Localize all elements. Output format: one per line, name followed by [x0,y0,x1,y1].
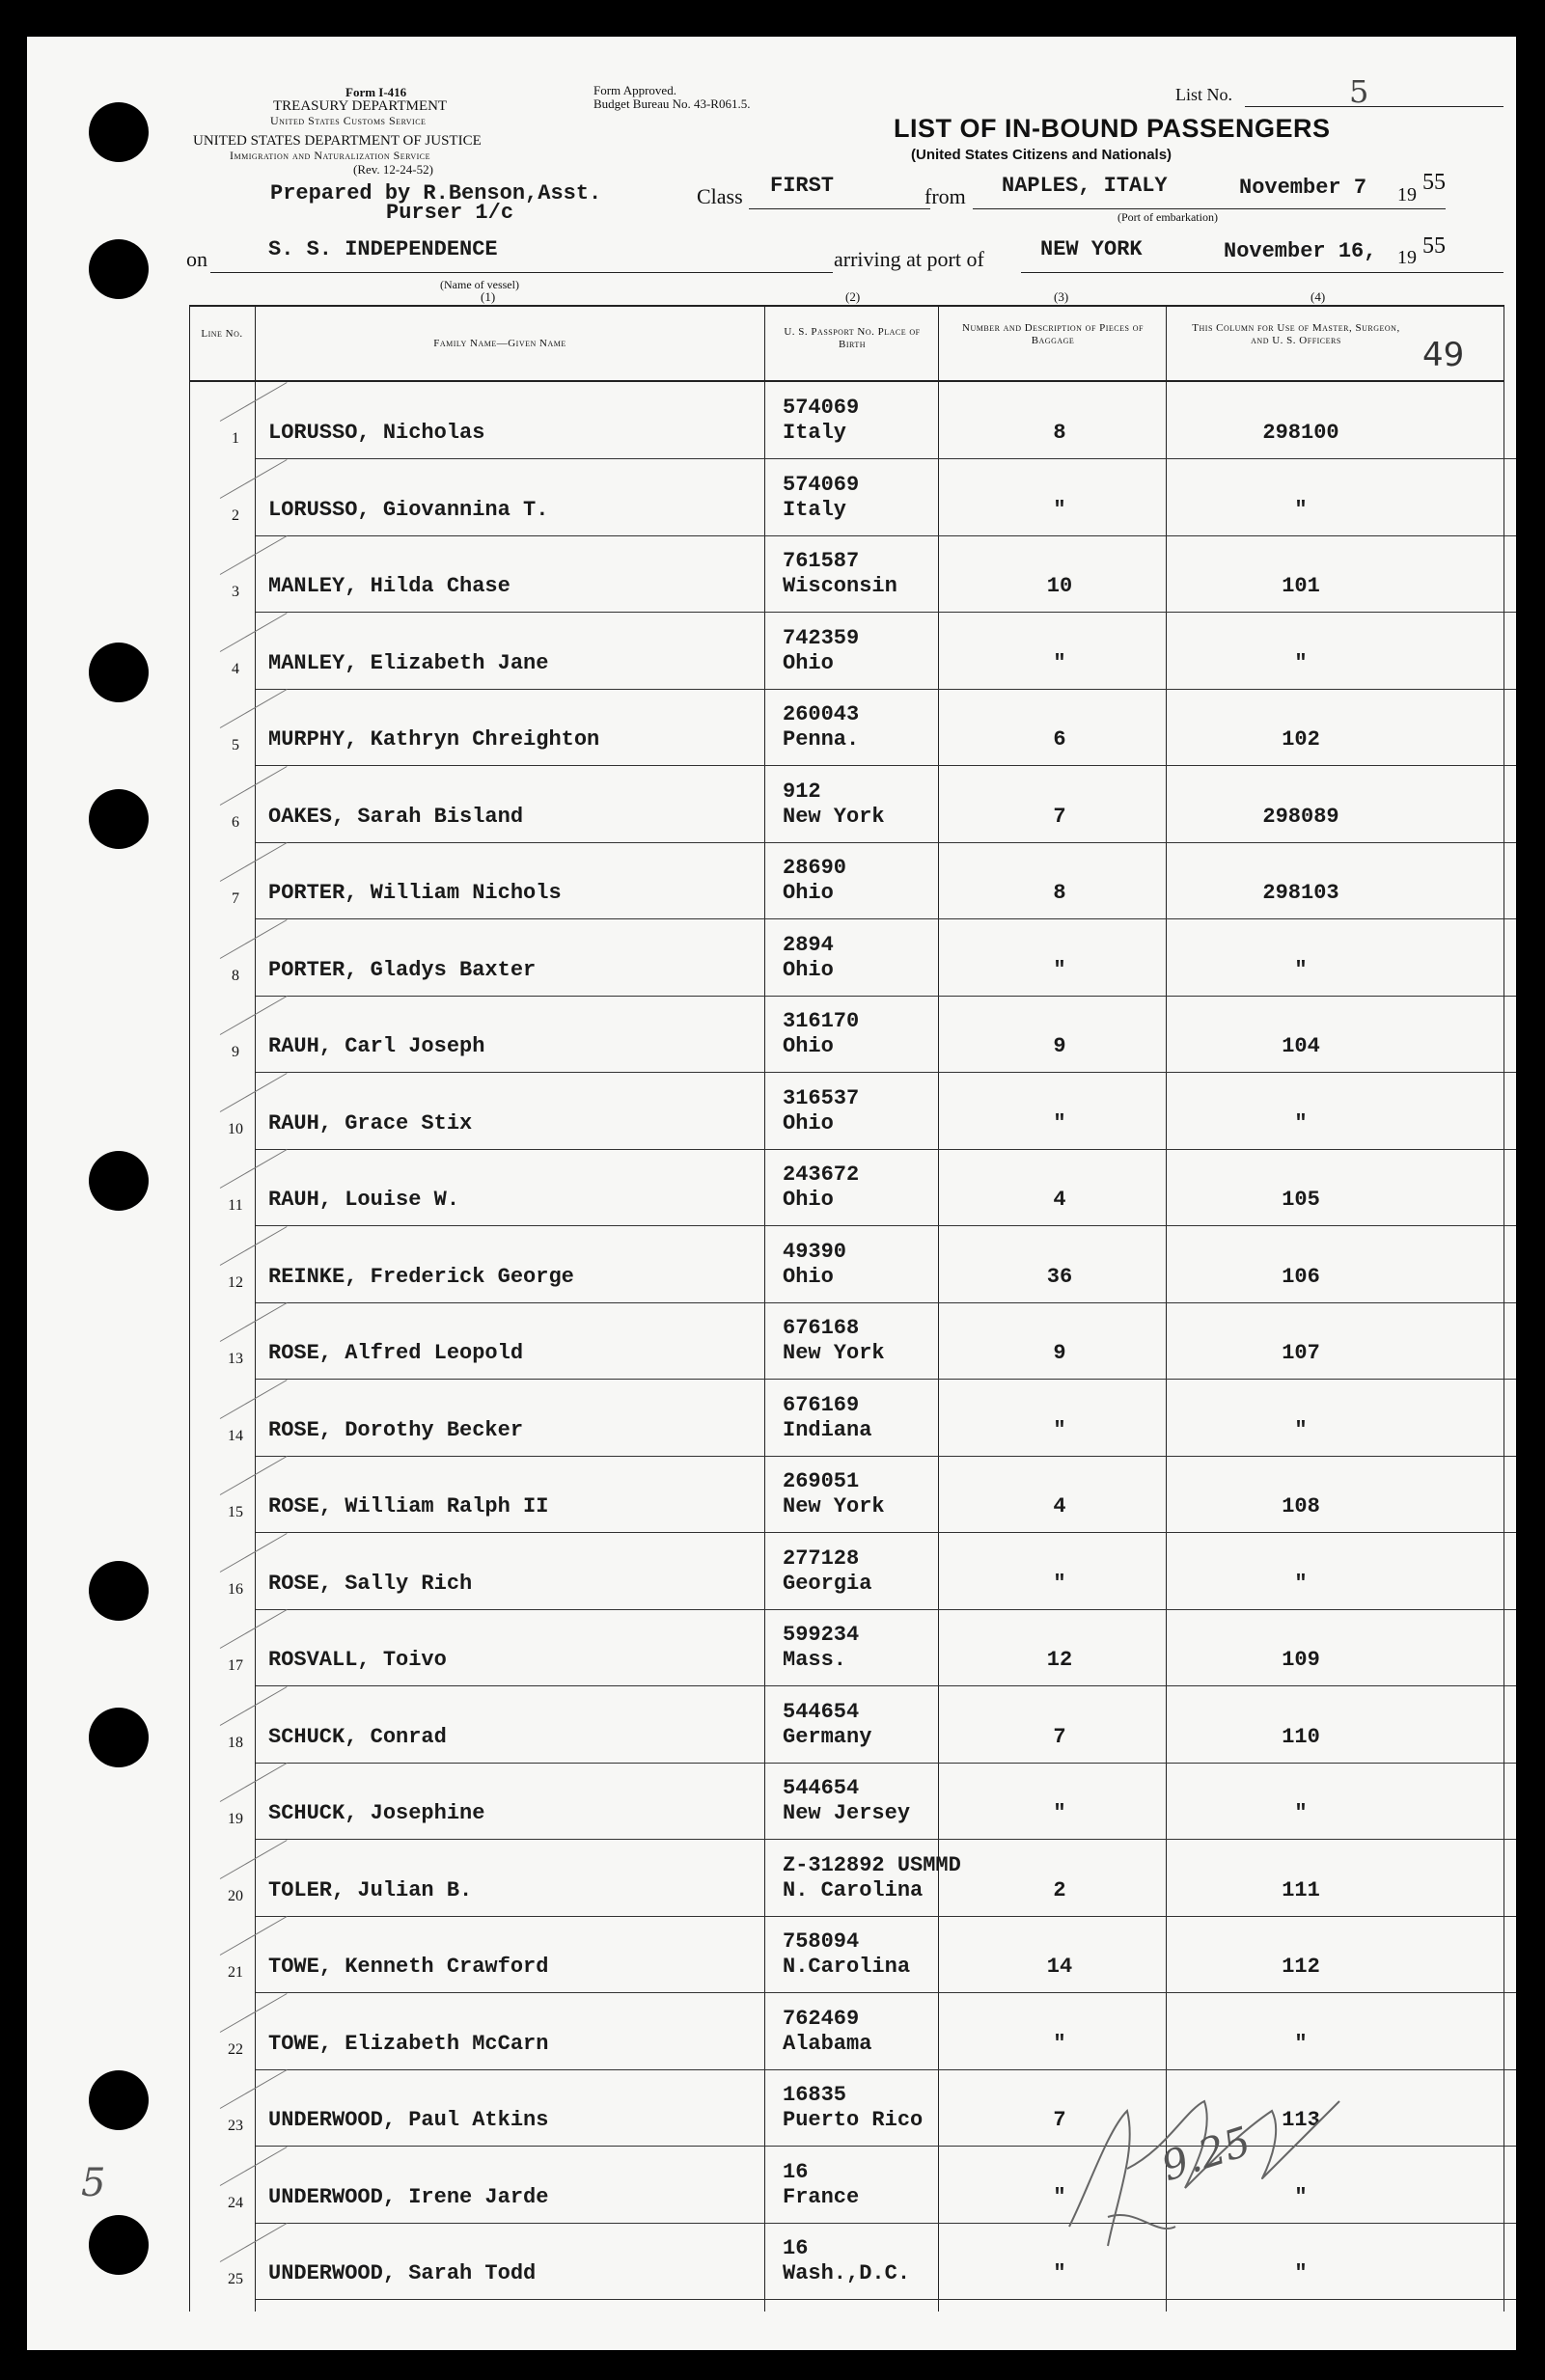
on-label: on [186,247,207,271]
place-of-birth: Wash.,D.C. [783,2261,911,2285]
place-of-birth: France [783,2184,860,2209]
baggage-count: 10 [1046,574,1073,598]
passenger-name: LORUSSO, Giovannina T. [268,497,549,522]
form-revision: (Rev. 12-24-52) [353,162,433,177]
officer-number: " [1294,2261,1308,2285]
line-number: 5 [232,737,239,753]
baggage-count: " [1053,1801,1066,1825]
officer-number: 113 [1282,2108,1320,2132]
year-prefix-2: 19 [1397,247,1417,268]
arrival-year: 55 [1422,233,1446,259]
baggage-count: " [1053,957,1066,982]
passport-number: 574069 [783,472,860,497]
passport-number: 316170 [783,1009,860,1033]
passenger-name: TOLER, Julian B. [268,1877,473,1902]
passenger-row [27,1840,1516,1917]
officer-number: 105 [1282,1188,1320,1212]
place-of-birth: New York [783,1341,885,1365]
margin-note: 5 [81,2161,106,2205]
passport-number: 277128 [783,1546,860,1571]
passenger-row [27,459,1516,536]
form-approved: Form Approved. [593,83,676,97]
line-number: 17 [228,1657,243,1674]
place-of-birth: Wisconsin [783,574,897,598]
passport-number: 49390 [783,1239,847,1264]
officer-number: 104 [1282,1034,1320,1058]
list-no-value: 5 [1349,73,1369,110]
col-num-2: (2) [845,289,861,304]
passenger-row [27,382,1516,459]
col-num-1: (1) [481,289,496,304]
line-number: 7 [232,890,239,907]
from-label: from [924,184,966,208]
passenger-name: ROSE, Sally Rich [268,1571,473,1596]
passport-number: 574069 [783,396,860,420]
officer-number: " [1294,957,1308,982]
place-of-birth: Ohio [783,881,834,905]
passport-number: 16835 [783,2083,847,2107]
line-number: 2 [232,506,239,524]
line-number: 15 [228,1504,243,1520]
place-of-birth: Georgia [783,1571,872,1596]
line-number: 22 [228,2040,243,2058]
passenger-row [27,689,1516,766]
baggage-count: 9 [1053,1034,1066,1058]
place-of-birth: Germany [783,1724,872,1749]
passport-number: 761587 [783,549,860,573]
officer-number: " [1294,2184,1308,2209]
class-label: Class [697,184,743,208]
arrival-date: November 16, [1224,239,1377,263]
passenger-row [27,766,1516,843]
officer-number: 298103 [1262,881,1339,905]
line-number: 20 [228,1887,243,1904]
line-number: 3 [232,584,239,600]
baggage-count: " [1053,650,1066,675]
passenger-name: PORTER, Gladys Baxter [268,957,537,982]
passport-number: 544654 [783,1776,860,1800]
passenger-row [27,1686,1516,1764]
passenger-row [27,1226,1516,1303]
passenger-name: ROSE, Dorothy Becker [268,1417,524,1442]
baggage-count: " [1053,2184,1066,2209]
officer-number: 298100 [1262,421,1339,445]
passenger-name: RAUH, Louise W. [268,1188,460,1212]
arriving-label: arriving at port of [834,247,984,271]
place-of-birth: New York [783,804,885,829]
line-number: 4 [232,660,239,677]
passport-number: 676168 [783,1316,860,1340]
dept-justice-sub: Immigration and Naturalization Service [230,149,431,162]
baggage-count: 7 [1053,804,1066,829]
passenger-name: MANLEY, Elizabeth Jane [268,650,549,675]
place-of-birth: Puerto Rico [783,2108,924,2132]
manifest-page [27,37,1516,2350]
passport-number: 912 [783,779,821,804]
baggage-count: 9 [1053,1341,1066,1365]
officer-number: 101 [1282,574,1320,598]
officer-number: 102 [1282,727,1320,752]
baggage-count: 7 [1053,1724,1066,1749]
class-value: FIRST [770,174,835,198]
baggage-count: 36 [1046,1264,1073,1289]
place-of-birth: Mass. [783,1648,847,1672]
line-number: 6 [232,813,239,831]
embarkation-port: NAPLES, ITALY [1002,174,1168,198]
page-number: 49 [1422,336,1465,374]
dept-justice: UNITED STATES DEPARTMENT OF JUSTICE [193,133,482,149]
header-name: Family Name—Given Name [433,338,566,349]
dept-treasury: TREASURY DEPARTMENT [273,98,448,114]
passport-number: 16 [783,2159,809,2184]
passenger-name: ROSVALL, Toivo [268,1648,447,1672]
passenger-name: ROSE, William Ralph II [268,1494,549,1518]
passport-number: 544654 [783,1699,860,1724]
baggage-count: 8 [1053,421,1066,445]
line-number: 25 [228,2271,243,2287]
passenger-row [27,1302,1516,1380]
officer-number: " [1294,1110,1308,1135]
line-number: 13 [228,1351,243,1367]
passport-number: Z-312892 USMMD [783,1852,961,1877]
passport-number: 16 [783,2236,809,2260]
officer-number: " [1294,2031,1308,2056]
line-number: 8 [232,967,239,984]
passport-number: 269051 [783,1469,860,1493]
line-number: 9 [232,1044,239,1060]
passenger-name: SCHUCK, Conrad [268,1724,447,1749]
baggage-count: 4 [1053,1188,1066,1212]
manifest-subtitle: (United States Citizens and Nationals) [911,147,1173,163]
passenger-row [27,1993,1516,2070]
place-of-birth: Ohio [783,1110,834,1135]
prepared-by-title: Purser 1/c [386,201,514,225]
passenger-row [27,535,1516,613]
passenger-name: REINKE, Frederick George [268,1264,574,1289]
passport-number: 260043 [783,702,860,726]
header-line-no: Line No. [201,328,243,340]
passenger-name: MANLEY, Hilda Chase [268,574,510,598]
officer-number: " [1294,497,1308,522]
passenger-name: RAUH, Grace Stix [268,1110,473,1135]
year-prefix: 19 [1397,184,1417,205]
officer-number: " [1294,1417,1308,1442]
baggage-count: 2 [1053,1877,1066,1902]
signature-date: 9.25 [1155,2117,1256,2191]
officer-number: 108 [1282,1494,1320,1518]
passenger-name: UNDERWOOD, Sarah Todd [268,2261,537,2285]
header-passport: U. S. Passport No. Place of Birth [784,326,921,350]
passenger-row [27,996,1516,1073]
officer-number: 106 [1282,1264,1320,1289]
col-num-4: (4) [1310,289,1326,304]
passenger-name: UNDERWOOD, Irene Jarde [268,2184,549,2209]
line-number: 21 [228,1964,243,1981]
place-of-birth: Indiana [783,1417,872,1442]
passenger-row [27,1609,1516,1686]
passenger-name: RAUH, Carl Joseph [268,1034,485,1058]
budget-bureau: Budget Bureau No. 43-R061.5. [593,96,751,111]
line-number: 1 [232,430,239,447]
passenger-name: PORTER, William Nichols [268,881,562,905]
baggage-count: " [1053,1417,1066,1442]
place-of-birth: Alabama [783,2031,872,2056]
vessel-caption: (Name of vessel) [440,278,519,291]
officer-number: 112 [1282,1955,1320,1979]
passport-number: 316537 [783,1085,860,1110]
line-number: 10 [228,1120,243,1137]
place-of-birth: Italy [783,497,847,522]
baggage-count: 6 [1053,727,1066,752]
place-of-birth: Penna. [783,727,860,752]
line-number: 19 [228,1811,243,1827]
line-number: 12 [228,1273,243,1291]
passport-number: 758094 [783,1929,860,1954]
officer-number: " [1294,650,1308,675]
place-of-birth: Italy [783,421,847,445]
officer-number: " [1294,1801,1308,1825]
passport-number: 599234 [783,1623,860,1647]
line-number: 11 [228,1197,243,1214]
line-number: 23 [228,2118,243,2134]
prepared-by: Prepared by R.Benson,Asst. [270,181,602,205]
officer-number: 107 [1282,1341,1320,1365]
line-number: 18 [228,1734,243,1751]
place-of-birth: Ohio [783,957,834,982]
header-baggage: Number and Description of Pieces of Baggage [962,322,1144,346]
baggage-count: " [1053,2261,1066,2285]
punch-hole [89,239,149,299]
passenger-row [27,1073,1516,1150]
passport-number: 762469 [783,2006,860,2031]
place-of-birth: New Jersey [783,1801,911,1825]
baggage-count: 14 [1046,1955,1073,1979]
passenger-row [27,1456,1516,1533]
place-of-birth: Ohio [783,1264,834,1289]
manifest-title: LIST OF IN-BOUND PASSENGERS [894,114,1331,143]
officer-number: 298089 [1262,804,1339,829]
form-number: Form I-416 [345,85,407,99]
passenger-name: SCHUCK, Josephine [268,1801,485,1825]
passport-number: 676169 [783,1392,860,1417]
passenger-name: OAKES, Sarah Bisland [268,804,524,829]
baggage-count: 12 [1046,1648,1073,1672]
place-of-birth: Ohio [783,1034,834,1058]
baggage-count: " [1053,1110,1066,1135]
punch-hole [89,102,149,162]
dept-treasury-sub: United States Customs Service [270,114,427,127]
place-of-birth: Ohio [783,1188,834,1212]
vessel-name: S. S. INDEPENDENCE [268,237,498,261]
baggage-count: 8 [1053,881,1066,905]
line-number: 16 [228,1580,243,1598]
officer-number: " [1294,1571,1308,1596]
col-num-3: (3) [1054,289,1069,304]
embark-year: 55 [1422,170,1446,195]
passport-number: 243672 [783,1163,860,1187]
passenger-row [27,1533,1516,1610]
list-no-label: List No. [1175,85,1233,104]
passenger-row [27,1763,1516,1840]
place-of-birth: Ohio [783,650,834,675]
passport-number: 2894 [783,932,834,957]
passenger-row [27,919,1516,997]
passenger-row [27,1916,1516,1993]
embarkation-date: November 7 [1239,176,1367,200]
passenger-name: ROSE, Alfred Leopold [268,1341,524,1365]
passenger-row [27,1380,1516,1457]
baggage-count: " [1053,1571,1066,1596]
port-embarkation-caption: (Port of embarkation) [1117,210,1218,224]
passenger-name: UNDERWOOD, Paul Atkins [268,2108,549,2132]
passenger-name: TOWE, Elizabeth McCarn [268,2031,549,2056]
header-officers: This Column for Use of Master, Surgeon, and U. S. Officers [1192,322,1400,346]
line-number: 24 [228,2194,243,2211]
officer-number: 111 [1282,1877,1320,1902]
officer-number: 109 [1282,1648,1320,1672]
baggage-count: 7 [1053,2108,1066,2132]
passenger-name: LORUSSO, Nicholas [268,421,485,445]
passenger-row [27,613,1516,690]
place-of-birth: N. Carolina [783,1877,924,1902]
passenger-row [27,842,1516,919]
officer-number: 110 [1282,1724,1320,1749]
passport-number: 28690 [783,856,847,880]
passenger-row [27,1149,1516,1226]
passenger-name: TOWE, Kenneth Crawford [268,1955,549,1979]
baggage-count: 4 [1053,1494,1066,1518]
line-number: 14 [228,1427,243,1444]
arrival-port: NEW YORK [1040,237,1143,261]
place-of-birth: New York [783,1494,885,1518]
passenger-name: MURPHY, Kathryn Chreighton [268,727,600,752]
baggage-count: " [1053,2031,1066,2056]
place-of-birth: N.Carolina [783,1955,911,1979]
baggage-count: " [1053,497,1066,522]
passport-number: 742359 [783,625,860,650]
